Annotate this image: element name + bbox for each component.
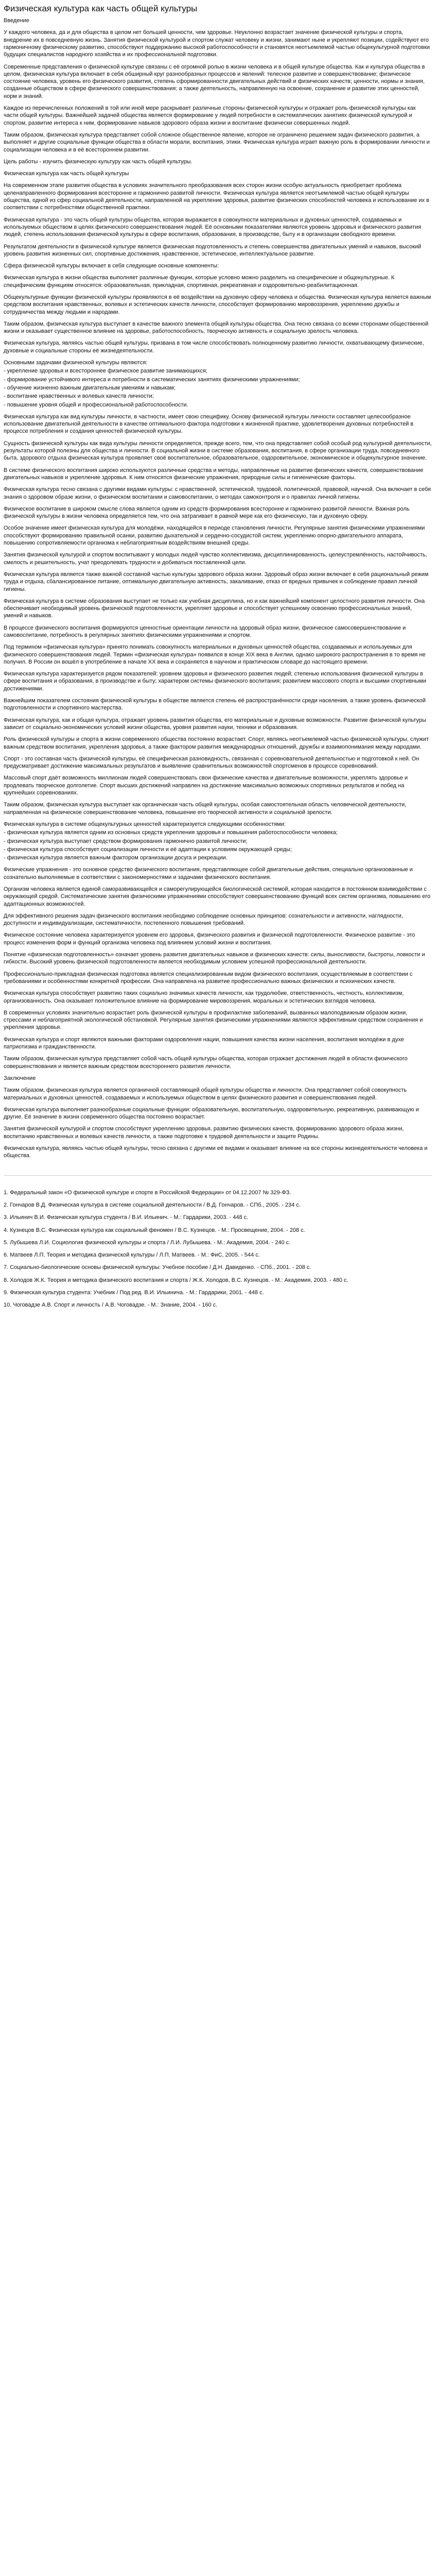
article-paragraph: В системе физического воспитания широко используются различные средства и методы, направленные на развитие физических качеств, совершенствование двигательных навыков и укрепление здоровья. К ним относятся физические упражнения, природные силы и гигиенические факторы. (4, 467, 424, 481)
reference-item: 5. Лубышева Л.И. Социология физической культуры и спорта / Л.И. Лубышева. - М.: Академия, 2004. - 240 с. (4, 1239, 291, 1246)
article-paragraph: Современные представления о физической культуре связаны с её огромной ролью в жизни человека и в общей культуре общества. Как и культура общества в целом, физическая культура включает в себя обширный круг разнообразных процессов и явлений: телесное развитие и совершенствование; физическое состояние человека, уровень его физического развития, степень сформированности двигательных действий и физических качеств; ценности, нормы и знания, созданные обществом в сфере физического совершенствования; а также деятельность, направленную на освоение, сохранение и развитие этих ценностей, норм и знаний. (4, 63, 425, 99)
article-paragraph: Занятия физической культурой и спортом воспитывают у молодых людей чувство коллективизма, дисциплинированность, целеустремлённость, настойчивость, смелость и решительность, учат преодолевать трудности и добиваться поставленной цели. (4, 552, 427, 566)
list-item: - физическая культура выступает средством формирования гармонично развитой личности; (4, 838, 248, 844)
list-item: - физическая культура является одним из основных средств укрепления здоровья и повышения работоспособности человека; (4, 829, 338, 836)
list-item: - физическая культура способствует социализации личности и её адаптации к условиям окружающей среды; (4, 846, 292, 853)
article-paragraph: Физическая культура и спорт являются важными факторами оздоровления нации, повышения качества жизни населения, воспитания молодёжи в духе патриотизма и гражданственности. (4, 1036, 404, 1050)
article-paragraph: Физическое состояние человека характеризуется уровнем его здоровья, физического развития и физической подготовленности. Физическое развитие - это процесс изменения форм и функций организма человека под влиянием условий жизни и воспитания. (4, 932, 415, 946)
article-paragraph: Занятия физической культурой и спортом способствуют укреплению здоровья, развитию физических качеств, формированию здорового образа жизни, воспитанию нравственных и волевых качеств личности, а также подготовке к трудовой деятельности и защите Родины. (4, 1126, 404, 1140)
reference-item: 2. Гончаров В.Д. Физическая культура в системе социальной деятельности / В.Д. Гончаров. - СПб., 2005. - 234 с. (4, 1201, 301, 1208)
article-paragraph: Для эффективного решения задач физического воспитания необходимо соблюдение основных принципов: сознательности и активности, наглядности, доступности и индивидуализации, систематичности, постепенного повышения требований. (4, 912, 403, 927)
article-paragraph: Профессионально-прикладная физическая подготовка является специализированным видом физического воспитания, осуществляемым в соответствии с требованиями и особенностями конкретной профессии. Она направлена на развитие профессионально важных физических и психических качеств. (4, 971, 413, 985)
reference-item: 1. Федеральный закон «О физической культуре и спорте в Российской Федерации» от 04.12.2007 № 329-ФЗ. (4, 1189, 291, 1196)
article-paragraph: Под термином «физическая культура» принято понимать совокупность материальных и духовных ценностей общества, создаваемых и используемых для физического совершенствования людей. Термин «физическая культура» появился в конце XIX века в Англии, однако широкого распространения в то время не получил. В России он вошёл в употребление в начале XX века и сохраняется в научном и практическом словаре до настоящего времени. (4, 644, 426, 665)
page-title: Физическая культура как часть общей культуры (4, 4, 198, 13)
reference-item: 7. Социально-биологические основы физической культуры: Учебное пособие / Д.Н. Давиденко. - СПб., 2001. - 208 с. (4, 1264, 311, 1271)
article-paragraph: Физическая культура выполняет разнообразные социальные функции: образовательную, воспитательную, оздоровительную, рекреативную, развивающую и другие. Её значение в жизни современного общества постоянно возрастает. (4, 1106, 419, 1121)
article-paragraph: На современном этапе развития общества в условиях значительного преобразования всех сторон жизни особую актуальность приобретает проблема целенаправленного формирования всесторонне и гармонично развитой личности. Физическая культура является неотъемлемой частью общей культуры общества, одной из сфер социальной деятельности, направленной на укрепление здоровья, развитие физических способностей человека и использование их в соответствии с потребностями общественной практики. (4, 182, 429, 211)
article-paragraph: Физическая культура, являясь частью общей культуры, тесно связана с другими её видами и оказывает влияние на все стороны жизнедеятельности человека и общества. (4, 1145, 428, 1159)
article-paragraph: Роль физической культуры и спорта в жизни современного общества постоянно возрастает. Спорт, являясь неотъемлемой частью физической культуры, служит важным средством воспитания, укрепления здоровья, а также фактором развития международных отношений, дружбы и взаимопонимания между народами. (4, 736, 429, 750)
article-paragraph: Физическая культура - это часть общей культуры общества, которая выражается в совокупности материальных и духовных ценностей, создаваемых и используемых обществом в целях физического совершенствования людей. Её основными показателями являются уровень здоровья и физического развития людей, степень использования физической культуры в сфере воспитания, образования, в производстве, быту и в организации свободного времени. (4, 216, 422, 238)
article-paragraph: Массовый спорт даёт возможность миллионам людей совершенствовать свои физические качества и двигательные возможности, укреплять здоровье и продлевать творческое долголетие. Спорт высших достижений направлен на достижение максимально возможных спортивных результатов и побед на крупнейших соревнованиях. (4, 775, 408, 796)
article-paragraph: В процессе физического воспитания формируются ценностные ориентации личности на здоровый образ жизни, физическое самосовершенствование и самовоспитание, потребность в регулярных занятиях физическими упражнениями и спортом. (4, 624, 406, 638)
article-paragraph: Важнейшим показателем состояния физической культуры в обществе является степень её распространённости среди населения, а также уровень физической подготовленности и спортивного мастерства. (4, 698, 426, 711)
article-paragraph: Особое значение имеет физическая культура для молодёжи, находящейся в периоде становления личности. Регулярные занятия физическими упражнениями способствуют формированию правильной осанки, развитию дыхательной и сердечно-сосудистой систем, укреплению опорно-двигательного аппарата, повышению сопротивляемости организма к неблагоприятным воздействиям внешней среды. (4, 525, 425, 547)
article-paragraph: Таким образом, физическая культура выступает в качестве важного элемента общей культуры общества. Она тесно связана со всеми сторонами общественной жизни и оказывает существенное влияние на здоровье, работоспособность, творческую активность и социальную зрелость человека. (4, 320, 429, 335)
article-paragraph: В современных условиях значительно возрастает роль физической культуры в профилактике заболеваний, вызванных малоподвижным образом жизни, стрессами и неблагоприятной экологической обстановкой. Регулярные занятия физическими упражнениями являются эффективным средством сохранения и укрепления здоровья. (4, 1009, 423, 1031)
article-paragraph: Физическая культура как часть общей культуры (4, 171, 129, 177)
list-item: - формирование устойчивого интереса и потребности в систематических занятиях физическими упражнениями; (4, 376, 300, 383)
article-paragraph: Физическая культура в системе общекультурных ценностей характеризуется следующими особенностями: (4, 821, 286, 827)
article-paragraph: Таким образом, физическая культура выступает как органическая часть общей культуры, особая самостоятельная область человеческой деятельности, направленная на физическое совершенствование человека, повышение его творческой активности и социальной зрелости. (4, 802, 407, 816)
reference-item: 10. Чоговадзе А.В. Спорт и личность / А.В. Чоговадзе. - М.: Знание, 2004. - 160 с. (4, 1302, 218, 1309)
article-paragraph: Таким образом, физическая культура является органичной составляющей общей культуры общества и личности. Она представляет собой совокупность материальных и духовных ценностей, создаваемых и используемых обществом в целях физического развития и совершенствования людей. (4, 1087, 407, 1101)
article-paragraph: Основными задачами физической культуры являются: (4, 360, 148, 366)
list-item: - воспитание нравственных и волевых качеств личности; (4, 393, 154, 400)
reference-item: 6. Матвеев Л.П. Теория и методика физической культуры / Л.П. Матвеев. - М.: ФиС, 2005. - 544 с. (4, 1252, 260, 1259)
article-paragraph: Физическая культура как вид культуры личности, в частности, имеет свою специфику. Основу физической культуры личности составляет целесообразное использование двигательной деятельности в качестве оптимального фактора подготовки к жизненной практике, удовлетворения духовных потребностей в процессе потребления и создания ценностей физической культуры. (4, 413, 414, 435)
article-paragraph: Физическая культура, как и общая культура, отражает уровень развития общества, его материальные и духовные возможности. Развитие физической культуры зависит от социально-экономических условий жизни общества, уровня развития науки, техники и образования. (4, 717, 426, 731)
article-paragraph: Физическая культура является также важной составной частью культуры здорового образа жизни. Здоровый образ жизни включает в себя рациональный режим труда и отдыха, сбалансированное питание, оптимальную двигательную активность, закаливание, отказ от вредных привычек и соблюдение правил личной гигиены. (4, 571, 429, 592)
article-paragraph: Физическая культура тесно связана с другими видами культуры: с нравственной, эстетической, трудовой, политической, правовой, научной. Она включает в себя знания о здоровом образе жизни, о физическом воспитании и самовоспитании, о методах самоконтроля и о правилах личной гигиены. (4, 486, 431, 500)
article-paragraph: Физическая культура характеризуется рядом показателей: уровнем здоровья и физического развития людей; степенью использования физической культуры в сфере воспитания и образования, в производстве и быту; характером системы физического воспитания; развитием массового спорта и высшими спортивными достижениями. (4, 671, 426, 692)
article-paragraph: Введение (4, 18, 29, 24)
article-paragraph: Организм человека является единой саморазвивающейся и саморегулирующейся биологической системой, которая находится в постоянном взаимодействии с окружающей средой. Систематические занятия физическими упражнениями способствуют совершенствованию функций всех систем организма, повышению его адаптационных возможностей. (4, 886, 431, 907)
article-paragraph: Физическая культура, являясь частью общей культуры, призвана в том числе способствовать полноценному развитию личности, охватывающему физические, духовные и социальные стороны её жизнедеятельности. (4, 340, 424, 354)
article-paragraph: Результатом деятельности в физической культуре является физическая подготовленность и степень совершенства двигательных умений и навыков, высокий уровень развития жизненных сил, спортивные достижения, нравственное, эстетическое, интеллектуальное развитие. (4, 243, 422, 257)
article-paragraph: Сущность физической культуры как вида культуры личности определяется, прежде всего, тем, что она представляет собой особый род культурной деятельности, результаты которой полезны для общества и личности. В социальной жизни в системе образования, воспитания, в сфере организации труда, повседневного быта, здорового отдыха физическая культура проявляет своё воспитательное, образовательное, оздоровительное, экономическое и общекультурное значение. (4, 440, 432, 462)
article-paragraph: Каждое из перечисленных положений в той или иной мере раскрывает различные стороны физической культуры и отражает роль физической культуры как части общей культуры. Важнейшей задачей общества является формирование у людей потребности в систематических занятиях физической культурой и спортом, развитие интереса к ним, формирование навыков здорового образа жизни и воспитание физически совершенных людей. (4, 105, 416, 126)
article-paragraph: Общекультурные функции физической культуры проявляются в её воздействии на духовную сферу человека и общества. Физическая культура является важным средством воспитания нравственных, волевых и эстетических качеств личности, способствует формированию мировоззрения, укреплению дружбы и сотрудничества между людьми и народами. (4, 294, 431, 315)
article-paragraph: Понятие «физическая подготовленность» означает уровень развития двигательных навыков и физических качеств: силы, выносливости, быстроты, ловкости и гибкости. Высокий уровень физической подготовленности является необходимым условием успешной профессиональной деятельности. (4, 952, 425, 965)
article-paragraph: Физическая культура способствует развитию таких социально значимых качеств личности, как трудолюбие, ответственность, честность, коллективизм, организованность. Она оказывает положительное влияние на формирование мировоззрения, моральных и эстетических взглядов человека. (4, 990, 404, 1004)
article-paragraph: Физическое воспитание в широком смысле слова является одним из средств формирования всесторонне и гармонично развитой личности. Важная роль физической культуры в жизни человека определяется тем, что она затрагивает в равной мере как его физическую, так и духовную сферу. (4, 505, 410, 520)
reference-list (4, 1175, 432, 1309)
list-item: - обучение жизненно важным двигательным умениям и навыкам; (4, 384, 176, 391)
article-paragraph: Физические упражнения - это основное средство физического воспитания, представляющее собой двигательные действия, специально организованные и сознательно выполняемые в соответствии с закономерностями и задачами физического воспитания. (4, 867, 413, 880)
reference-item: 8. Холодов Ж.К. Теория и методика физического воспитания и спорта / Ж.К. Холодов, В.С. Кузнецов. - М.: Академия, 2003. - 480 с. (4, 1277, 348, 1283)
article-paragraph: Таким образом, физическая культура представляет собой часть общей культуры общества, которая отражает достижения людей в области физического совершенствования и является важным средством всестороннего развития личности. (4, 1056, 408, 1070)
article-paragraph: Спорт - это составная часть физической культуры, её специфическая разновидность, связанная с соревновательной деятельностью и подготовкой к ней. Он предусматривает достижение максимальных результатов и выявление сравнительных возможностей спортсменов в процессе соревнований. (4, 755, 420, 770)
list-item: - укрепление здоровья и всестороннее физическое развитие занимающихся; (4, 368, 207, 375)
article-paragraph: Физическая культура в системе образования выступает не только как учебная дисциплина, но и как важнейший компонент целостного развития личности. Она обеспечивает необходимый уровень физической подготовленности, укрепляет здоровье и способствует успешному освоению профессиональных знаний, умений и навыков. (4, 598, 425, 619)
reference-item: 4. Кузнецов В.С. Физическая культура как социальный феномен / В.С. Кузнецов. - М.: Просвещение, 2004. - 208 с. (4, 1227, 305, 1233)
article-paragraph: Таким образом, физическая культура представляет собой сложное общественное явление, которое не ограничено решением задач физического развития, а выполняет и другие социальные функции общества в области морали, воспитания, этики. Физическая культура играет важную роль в формировании личности и социализации человека и в её всестороннем развитии. (4, 131, 430, 153)
article-paragraph: Физическая культура в жизни общества выполняет различные функции, которые условно можно разделить на специфические и общекультурные. К специфическим функциям относятся: образовательная, прикладная, спортивная, рекреативная и оздоровительно-реабилитационная. (4, 275, 395, 289)
article-paragraph: Заключение (4, 1075, 36, 1081)
article-paragraph: У каждого человека, да и для общества в целом нет большей ценности, чем здоровье. Неуклонно возрастает значение физической культуры и спорта, внедрение их в повседневную жизнь. Занятия физической культурой и спортом служат человеку и жизни, занимают ныне и укрепляют позиции, содействуют его гармоничному физическому развитию, способствуют поддержанию высокой работоспособности и становятся неотъемлемой частью общекультурной подготовки будущих специалистов народного хозяйства и их профессиональной подготовки. (4, 29, 430, 58)
reference-item: 3. Ильинич В.И. Физическая культура студента / В.И. Ильинич. - М.: Гардарики, 2003. - 448 с. (4, 1214, 249, 1221)
article-paragraph: Цель работы - изучить физическую культуру как часть общей культуры. (4, 158, 193, 165)
list-item: - физическая культура является важным фактором организации досуга и рекреации. (4, 855, 228, 861)
list-item: - повышение уровня общей и профессиональной работоспособности. (4, 401, 188, 408)
reference-item: 9. Физическая культура студента: Учебник / Под ред. В.И. Ильинича. - М.: Гардарики, 2001. - 448 с. (4, 1289, 264, 1296)
article-body (4, 17, 432, 1160)
article-paragraph: Сфера физической культуры включает в себя следующие основные компоненты: (4, 263, 219, 269)
